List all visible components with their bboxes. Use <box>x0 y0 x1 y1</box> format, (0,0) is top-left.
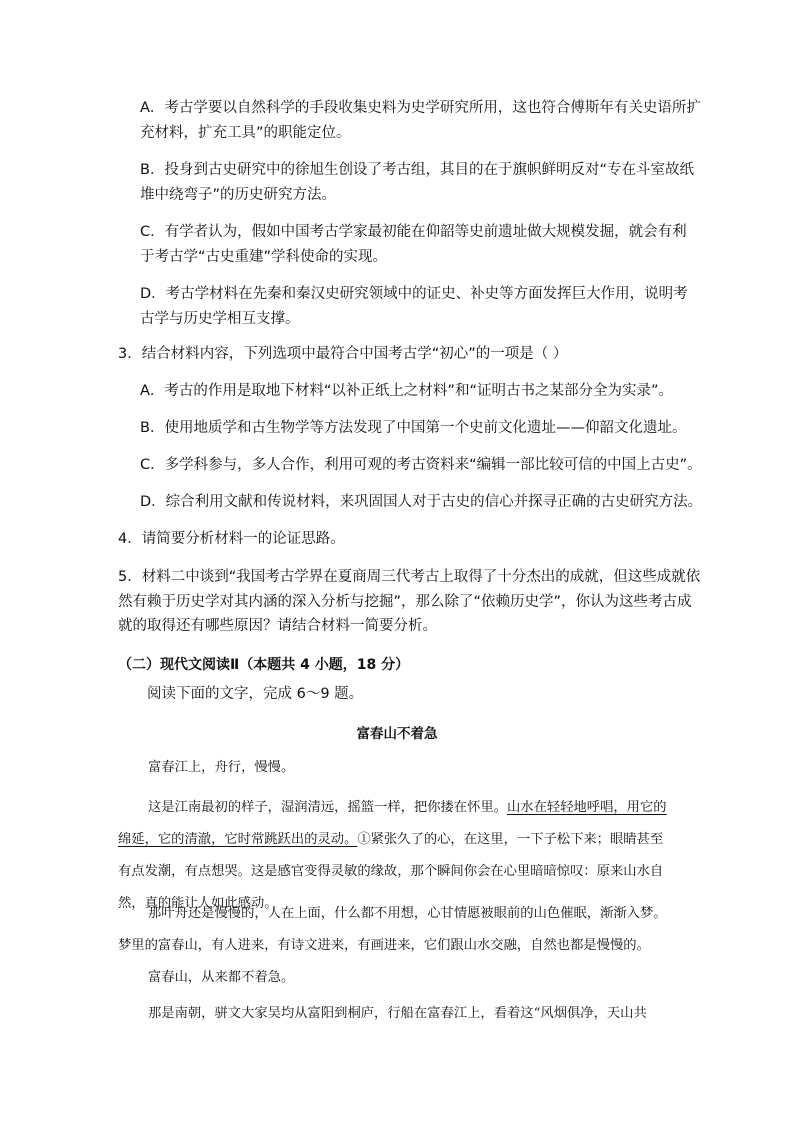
q2-option-b-line1: B．投身到古史研究中的徐旭生创设了考古组，其目的在于旗帜鲜明反对“专在斗室故纸 <box>140 162 694 178</box>
section-heading: （二）现代文阅读Ⅱ（本题共 4 小题，18 分） <box>118 657 410 673</box>
q2-option-b-line2: 堆中绕弯子”的历史研究方法。 <box>140 187 337 203</box>
q5-line1: 5．材料二中谈到“我国考古学界在夏商周三代考古上取得了十分杰出的成就，但这些成就依 <box>118 569 701 585</box>
essay-paragraph-1 <box>0 752 794 784</box>
q3-option-d: D．综合利用文献和传说材料，来巩固国人对于古史的信心并探寻正确的古史研究方法。 <box>140 494 703 510</box>
q5-line2: 然有赖于历史学对其内涵的深入分析与挖掘”，那么除了“依赖历史学”，你认为这些考古成 <box>118 594 692 610</box>
q2-option-c-line1: C．有学者认为，假如中国考古学家最初能在仰韶等史前遗址做大规模发掘，就会有利 <box>140 224 687 240</box>
essay-p2-text: 这是江南最初的样子，湿润清远，摇篮一样，把你搂在怀里。 <box>148 800 508 815</box>
q2-option-c-line2: 于考古学“古史重建”学科使命的实现。 <box>140 249 388 265</box>
essay-p5-text: 那是南朝，骈文大家吴均从富阳到桐庐，行船在富春江上，看着这“风烟俱净，天山共 <box>148 1006 647 1021</box>
q3-option-c: C．多学科参与，多人合作，利用可观的考古资料来“编辑一部比较可信的中国上古史”。 <box>140 457 702 473</box>
q2-option-a-line2: 充材料，扩充工具”的职能定位。 <box>140 125 351 141</box>
essay-p2-rest: ①紧张久了的心，在这里，一下子松下来；眼睛甚至有点发潮，有点想哭。这是感官变得灵敏的缘故，那个瞬间你会在心里暗暗惊叹：原来山水自然，真的能让人如此感动。 <box>118 832 664 911</box>
essay-p4-text: 富春山，从来都不着急。 <box>148 970 295 985</box>
essay-p2-underlined: 山水在轻轻地呼唱，用它的绵延，它的清澈，它时常跳跃出的灵动。 <box>118 800 667 847</box>
reading-instruction: 阅读下面的文字，完成 6～9 题。 <box>147 686 364 702</box>
q2-option-d-line2: 古学与历史学相互支撑。 <box>140 311 300 327</box>
q5-line3: 就的取得还有哪些原因？请结合材料一简要分析。 <box>118 618 437 634</box>
essay-paragraph-4 <box>0 962 794 994</box>
q2-option-d-line1: D．考古学材料在先秦和秦汉史研究领域中的证史、补史等方面发挥巨大作用，说明考 <box>140 286 688 302</box>
essay-paragraph-5 <box>0 998 794 1030</box>
essay-title: 富春山不着急 <box>356 726 438 742</box>
q3-stem: 3．结合材料内容，下列选项中最符合中国考古学“初心”的一项是（ ） <box>118 346 568 362</box>
q4: 4．请简要分析材料一的论证思路。 <box>118 531 345 547</box>
essay-p3-text: 那叶舟还是慢慢的，人在上面，什么都不用想，心甘情愿被眼前的山色催眠，渐渐入梦。梦里的富春山，有人进来，有诗文进来，有画进来，它们跟山水交融，自然也都是慢慢的。 <box>118 906 667 953</box>
essay-paragraph-3 <box>0 898 794 962</box>
q3-option-b: B．使用地质学和古生物学等方法发现了中国第一个史前文化遗址——仰韶文化遗址。 <box>140 420 687 436</box>
q2-option-a-line1: A．考古学要以自然科学的手段收集史料为史学研究所用，这也符合傅斯年有关史语所扩 <box>140 100 701 116</box>
essay-p1-text: 富春江上，舟行，慢慢。 <box>148 760 295 775</box>
q3-option-a: A．考古的作用是取地下材料“以补正纸上之材料”和“证明古书之某部分全为实录”。 <box>140 383 673 399</box>
